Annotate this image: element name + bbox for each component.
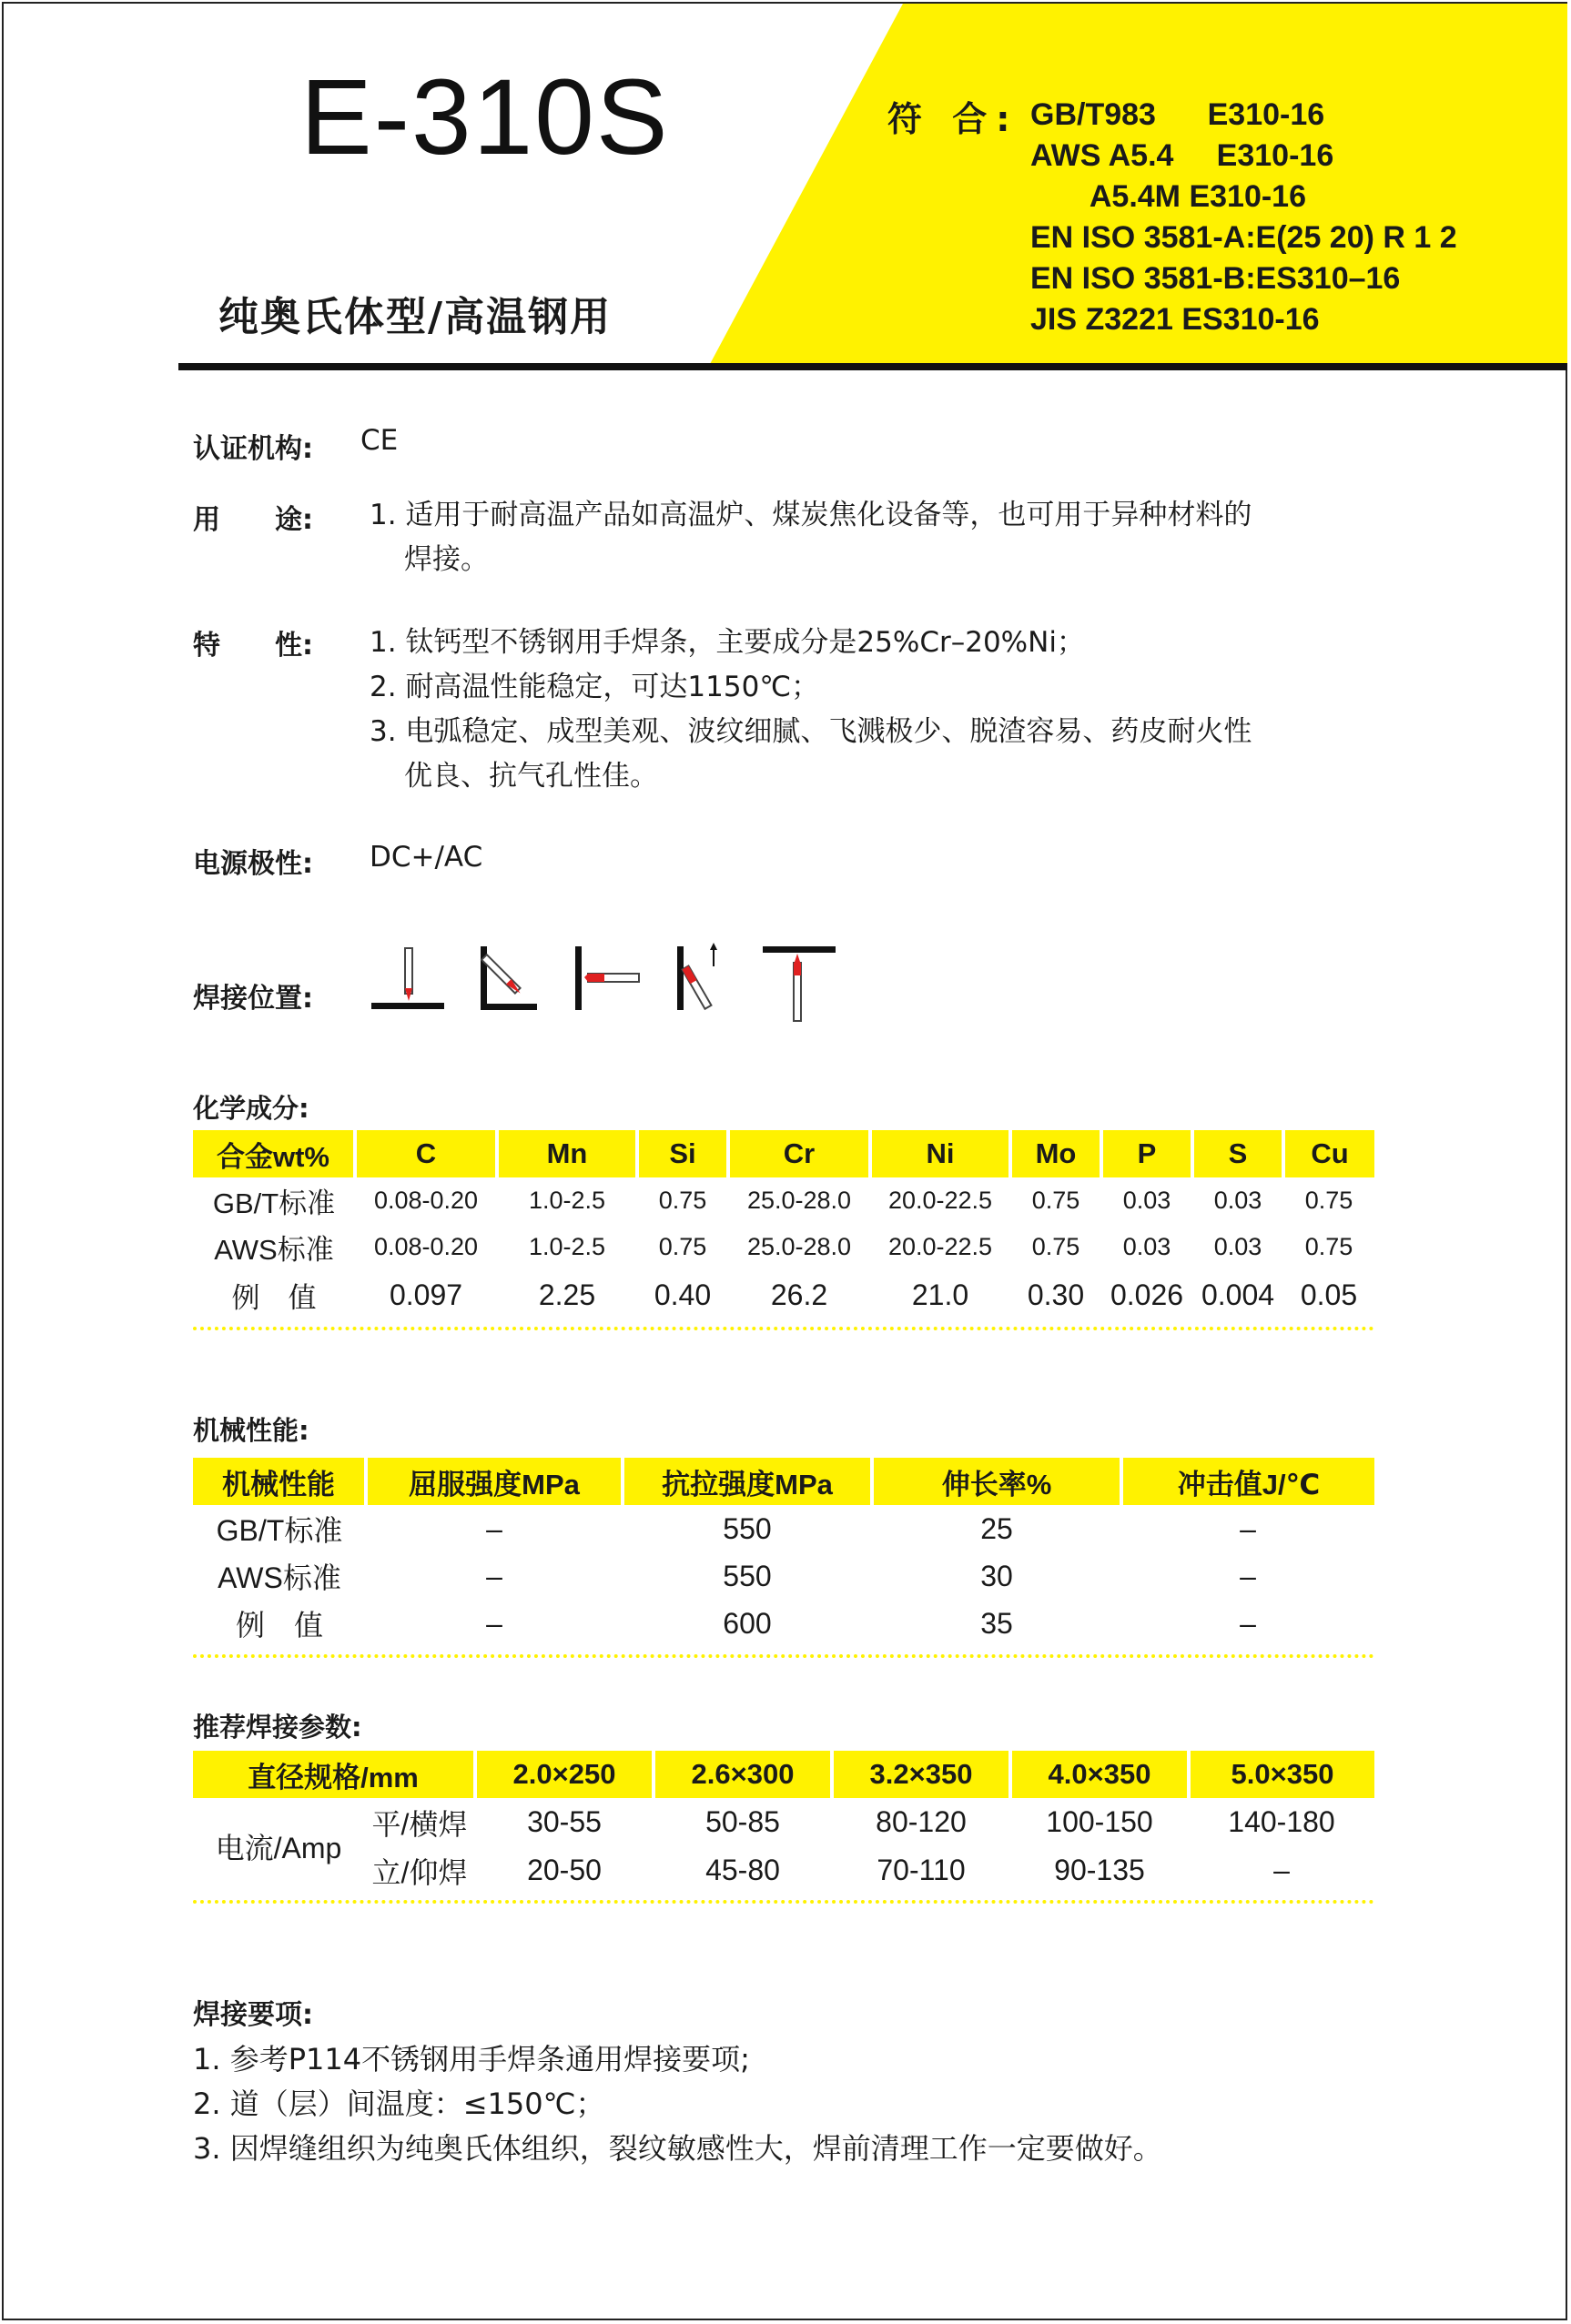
column-header: P [1101, 1130, 1192, 1177]
section-divider [193, 1654, 1374, 1658]
table-cell: 30-55 [527, 1805, 602, 1838]
feature-line: 2. 耐高温性能稳定，可达1150℃； [370, 671, 820, 703]
table-cell: 25.0-28.0 [746, 1187, 852, 1214]
table-cell: 0.097 [389, 1278, 463, 1311]
note-item: 1. 参考P114不锈钢用手焊条通用焊接要项; [193, 2042, 750, 2076]
table-cell: 20-50 [527, 1854, 602, 1886]
positions-label: 焊接位置: [193, 983, 313, 1015]
standard-item: A5.4M E310-16 [1030, 179, 1306, 214]
mechanical-table [193, 1458, 1374, 1647]
standard-item: GB/T983 E310-16 [1030, 97, 1325, 132]
table-cell: 0.03 [1122, 1233, 1171, 1260]
row-label: GB/T标准 [212, 1187, 336, 1219]
row-label: 例 值 [231, 1281, 317, 1314]
flat-position-icon [371, 948, 444, 1009]
overhead-position-icon [763, 946, 836, 1021]
table-cell: 25.0-28.0 [746, 1233, 852, 1260]
params-title: 推荐焊接参数: [193, 1712, 362, 1743]
standard-item: EN ISO 3581-A:E(25 20) R 1 2 [1030, 220, 1457, 255]
row-label: AWS标准 [218, 1561, 341, 1594]
section-divider [193, 1900, 1374, 1904]
product-model: E-310S [300, 57, 670, 177]
table-cell: 0.05 [1300, 1278, 1358, 1311]
feature-line: 3. 电弧稳定、成型美观、波纹细腻、飞溅极少、脱渣容易、药皮耐火性 [370, 715, 1252, 748]
table-cell: – [1240, 1559, 1256, 1592]
features-text [370, 621, 1252, 799]
welding-notes [193, 1993, 1162, 2171]
params-header-row [193, 1751, 1374, 1798]
feature-line: 1. 钛钙型不锈钢用手焊条，主要成分是25%Cr–20%Ni； [370, 626, 1085, 659]
table-cell: 550 [723, 1559, 772, 1592]
table-cell: 20.0-22.5 [887, 1187, 993, 1214]
chemistry-title: 化学成分: [193, 1093, 309, 1124]
table-cell: 26.2 [770, 1278, 828, 1311]
table-cell: 0.004 [1201, 1278, 1275, 1311]
table-row [193, 1552, 1374, 1600]
row-label: GB/T标准 [216, 1514, 343, 1547]
table-cell: 0.75 [658, 1233, 707, 1260]
table-row [193, 1505, 1374, 1552]
table-cell: 0.75 [658, 1187, 707, 1214]
column-header: 伸长率% [872, 1458, 1121, 1505]
column-header: Mo [1010, 1130, 1101, 1177]
table-cell: 0.03 [1122, 1187, 1171, 1214]
table-cell: 1.0-2.5 [528, 1233, 606, 1260]
table-cell: – [1240, 1606, 1256, 1640]
row-label: 立/仰焊 [371, 1855, 468, 1889]
column-header: C [355, 1130, 497, 1177]
column-header: Cu [1283, 1130, 1374, 1177]
table-cell: 30 [980, 1559, 1013, 1592]
table-cell: 35 [980, 1606, 1013, 1640]
column-header: 直径规格/mm [193, 1751, 475, 1798]
table-row [193, 1846, 1374, 1895]
section-divider [193, 1327, 1374, 1330]
horizontal-fillet-icon [481, 946, 537, 1010]
table-cell: 2.25 [538, 1278, 596, 1311]
column-header: Mn [497, 1130, 637, 1177]
chemistry-table [193, 1130, 1374, 1319]
table-cell: 0.08-0.20 [373, 1233, 479, 1260]
table-row [193, 1798, 1374, 1846]
cert-value: CE [360, 424, 399, 457]
polarity-value: DC+/AC [370, 841, 483, 874]
table-cell: 50-85 [705, 1805, 780, 1838]
table-cell: 0.40 [654, 1278, 712, 1311]
vertical-up-position-icon [677, 943, 717, 1010]
standards-list [1030, 95, 1457, 340]
polarity-label: 电源极性: [193, 848, 313, 880]
standard-item: EN ISO 3581-B:ES310–16 [1030, 261, 1401, 296]
table-cell: 21.0 [911, 1278, 969, 1311]
table-cell: 100-150 [1046, 1805, 1153, 1838]
table-cell: 0.03 [1213, 1233, 1262, 1260]
standard-item: AWS A5.4 E310-16 [1030, 138, 1334, 173]
table-cell: 0.75 [1304, 1233, 1353, 1260]
standard-item: JIS Z3221 ES310-16 [1030, 302, 1320, 337]
column-header: 抗拉强度MPa [623, 1458, 872, 1505]
column-header: 4.0×350 [1010, 1751, 1189, 1798]
chemistry-header-row [193, 1130, 1374, 1177]
table-cell: – [1273, 1854, 1290, 1886]
welding-positions [370, 943, 843, 1025]
column-header: Cr [728, 1130, 870, 1177]
table-cell: 1.0-2.5 [528, 1187, 606, 1214]
table-row [193, 1270, 1374, 1319]
table-cell: 90-135 [1054, 1854, 1145, 1886]
note-item: 2. 道（层）间温度：≤150℃； [193, 2087, 605, 2121]
table-cell: 70-110 [877, 1854, 966, 1886]
note-item: 3. 因焊缝组织为纯奥氏体组织，裂纹敏感性大，焊前清理工作一定要做好。 [193, 2131, 1162, 2166]
table-cell: – [486, 1559, 502, 1592]
column-header: 冲击值J/℃ [1121, 1458, 1374, 1505]
mechanical-title: 机械性能: [193, 1415, 309, 1446]
table-cell: 20.0-22.5 [887, 1233, 993, 1260]
table-cell: 600 [723, 1606, 772, 1640]
features-label: 特 性: [193, 630, 313, 662]
table-cell: 0.026 [1110, 1278, 1184, 1311]
column-header: Si [637, 1130, 728, 1177]
table-cell: 0.75 [1304, 1187, 1353, 1214]
table-cell: – [486, 1511, 502, 1545]
table-cell: – [1240, 1511, 1256, 1545]
column-header: 合金wt% [193, 1130, 355, 1177]
params-table [193, 1751, 1374, 1895]
row-group-label: 电流/Amp [215, 1832, 342, 1864]
column-header: 5.0×350 [1189, 1751, 1374, 1798]
notes-title: 焊接要项: [193, 1999, 313, 2031]
product-subtitle: 纯奥氏体型/高温钢用 [218, 294, 613, 340]
column-header: 3.2×350 [832, 1751, 1010, 1798]
column-header: 屈服强度MPa [366, 1458, 623, 1505]
mechanical-header-row [193, 1458, 1374, 1505]
table-row [193, 1177, 1374, 1224]
table-cell: 45-80 [705, 1854, 780, 1886]
column-header: S [1192, 1130, 1283, 1177]
standards-label: 符 合: [887, 99, 1019, 139]
cert-label: 认证机构: [193, 433, 313, 465]
row-label: AWS标准 [214, 1234, 334, 1266]
usage-label: 用 途: [193, 504, 313, 536]
table-cell: 0.08-0.20 [373, 1187, 479, 1214]
table-cell: – [486, 1606, 502, 1640]
table-cell: 0.03 [1213, 1187, 1262, 1214]
table-cell: 0.75 [1031, 1233, 1080, 1260]
row-label: 平/横焊 [371, 1807, 468, 1841]
table-cell: 0.75 [1031, 1187, 1080, 1214]
table-cell: 140-180 [1228, 1805, 1335, 1838]
horizontal-position-icon [575, 946, 639, 1010]
usage-line: 1. 适用于耐高温产品如高温炉、煤炭焦化设备等，也可用于异种材料的 [370, 499, 1252, 531]
table-row [193, 1600, 1374, 1647]
table-row [193, 1224, 1374, 1270]
column-header: 机械性能 [193, 1458, 366, 1505]
feature-line: 优良、抗气孔性佳。 [404, 760, 658, 793]
row-label: 例 值 [235, 1609, 323, 1642]
column-header: 2.0×250 [475, 1751, 654, 1798]
table-cell: 550 [723, 1511, 772, 1545]
table-cell: 80-120 [876, 1805, 967, 1838]
usage-text [370, 493, 1252, 582]
table-cell: 0.30 [1027, 1278, 1085, 1311]
column-header: 2.6×300 [654, 1751, 832, 1798]
usage-line: 焊接。 [404, 543, 489, 576]
table-cell: 25 [980, 1511, 1013, 1545]
column-header: Ni [870, 1130, 1010, 1177]
header-rule [178, 363, 1567, 370]
